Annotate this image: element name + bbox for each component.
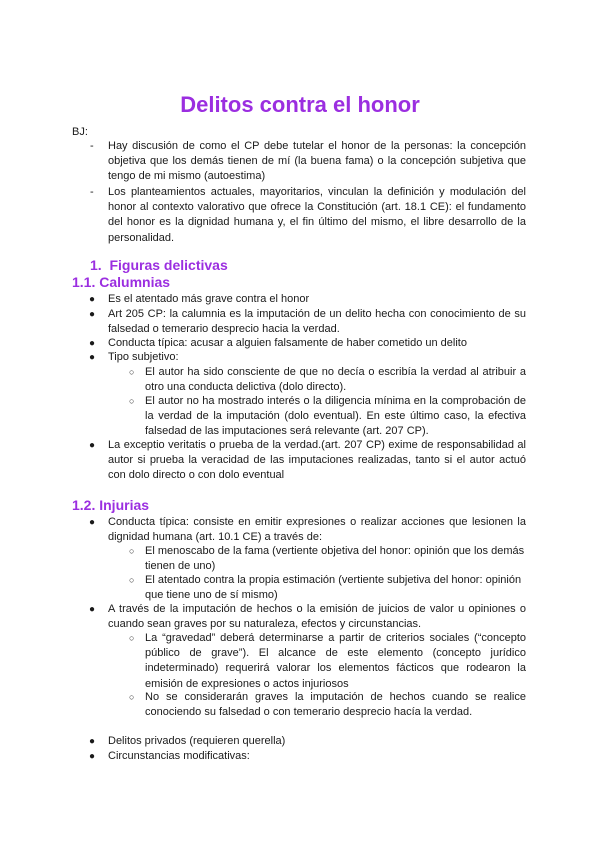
bullet-circle: ○	[129, 692, 135, 702]
bullet-dot: ●	[89, 309, 96, 320]
sub-list-item: El atentado contra la propia estimación (vertiente subjetiva del honor: opinión que tiene uno de sí mismo)	[145, 574, 522, 602]
list-item: Tipo subjetivo:	[108, 351, 179, 363]
sub-list-item: La “gravedad” deberá determinarse a partir de criterios sociales (“concepto público de grave”). El alcance de este elemento (concepto jurídico indeterminado) requerirá valorar los elementos fácticos que rodearon la emisión de expresiones o actos injuriosos	[145, 632, 526, 690]
bullet-circle: ○	[129, 546, 135, 556]
bullet-circle: ○	[129, 367, 135, 377]
list-item: Conducta típica: acusar a alguien falsamente de haber cometido un delito	[108, 337, 467, 349]
bullet-dot: ●	[89, 352, 96, 363]
bullet-dot: ●	[89, 440, 96, 451]
list-item: Conducta típica: consiste en emitir expresiones o realizar acciones que lesionen la dignidad humana (art. 10.1 CE) a través de:	[108, 516, 526, 544]
bullet-dot: ●	[89, 604, 96, 615]
dash-bullet: -	[90, 140, 94, 152]
intro-item: Los planteamientos actuales, mayoritarios, vinculan la definición y modulación del honor al contexto valorativo que ofrece la Constitución (art. 18.1 CE): el fundamento del honor es la dignidad humana y, el fin último del mismo, el libre desarrollo de la personalidad.	[108, 186, 526, 244]
list-item: Circunstancias modificativas:	[108, 750, 250, 762]
list-item: Es el atentado más grave contra el honor	[108, 293, 310, 305]
bullet-circle: ○	[129, 575, 135, 585]
bullet-dot: ●	[89, 294, 96, 305]
bullet-dot: ●	[89, 751, 96, 762]
sub-list-item: El menoscabo de la fama (vertiente objetiva del honor: opinión que los demás tienen de uno)	[145, 545, 525, 573]
injurias-heading: 1.2. Injurias	[72, 497, 150, 513]
bullet-circle: ○	[129, 396, 135, 406]
calumnias-heading: 1.1. Calumnias	[72, 274, 171, 290]
section-number: 1.	[90, 257, 102, 273]
list-item: La exceptio veritatis o prueba de la verdad.(art. 207 CP) exime de responsabilidad al autor si prueba la veracidad de las imputaciones realizadas, tanto si el autor actuó con dolo directo o con dolo eventual	[108, 439, 526, 482]
sub-list-item: El autor ha sido consciente de que no decía o escribía la verdad al atribuir a otro una conducta delictiva (dolo directo).	[145, 366, 526, 394]
bullet-dot: ●	[89, 517, 96, 528]
bullet-circle: ○	[129, 633, 135, 643]
section-title: Figuras delictivas	[109, 257, 228, 273]
intro-label: BJ:	[72, 126, 88, 138]
list-item: Delitos privados (requieren querella)	[108, 735, 286, 747]
bullet-dot: ●	[89, 736, 96, 747]
intro-item: Hay discusión de como el CP debe tutelar el honor de la personas: la concepción objetiva que los demás tienen de mí (la buena fama) o la concepción subjetiva que tengo de mi mismo (autoestima)	[108, 140, 526, 183]
dash-bullet: -	[90, 186, 94, 198]
list-item: A través de la imputación de hechos o la emisión de juicios de valor u opiniones o cuando sean graves por su naturaleza, efectos y circunstancias.	[108, 603, 526, 631]
bullet-dot: ●	[89, 338, 96, 349]
sub-list-item: El autor no ha mostrado interés o la diligencia mínima en la comprobación de la verdad de la imputación (dolo eventual). En este último caso, la efectiva falsedad de las imputaciones será relevante (art. 207 CP).	[145, 395, 526, 438]
section-heading	[90, 257, 228, 273]
list-item: Art 205 CP: la calumnia es la imputación de un delito hecha con conocimiento de su falsedad o temerario desprecio hacia la verdad.	[108, 308, 526, 336]
sub-list-item: No se considerarán graves la imputación de hechos cuando se realice conociendo su falsedad o con temerario desprecio hacía la verdad.	[145, 691, 526, 719]
document-title: Delitos contra el honor	[180, 92, 420, 117]
